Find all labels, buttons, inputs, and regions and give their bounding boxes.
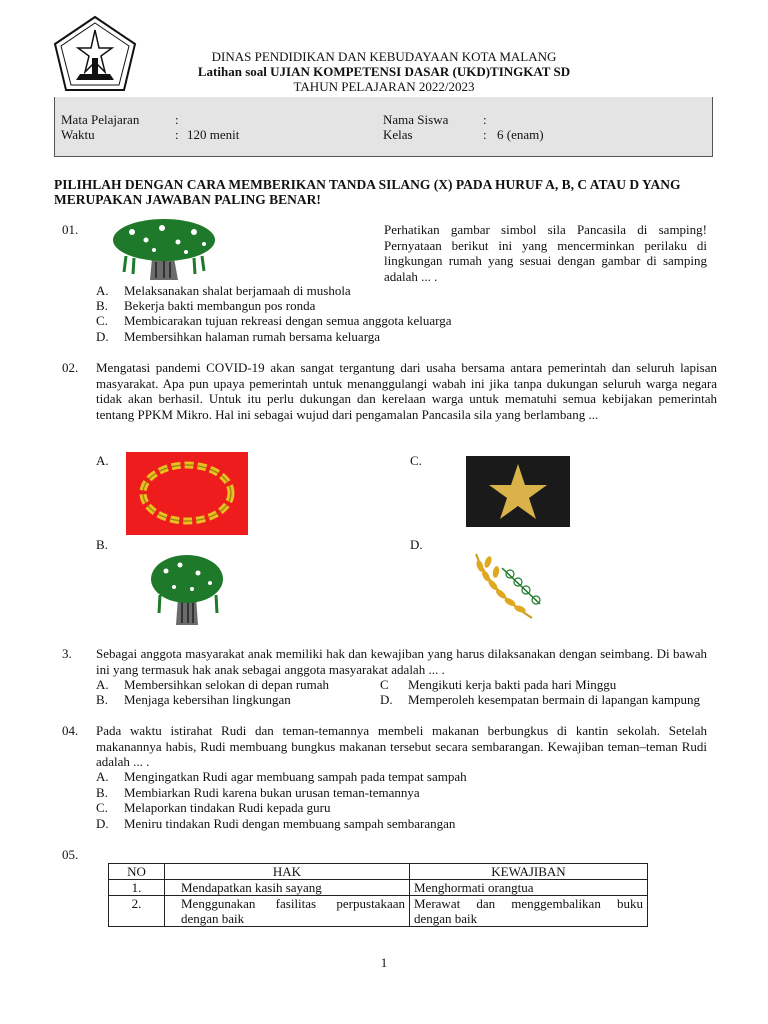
star-symbol-icon xyxy=(466,456,570,527)
subject-colon: : xyxy=(175,112,179,127)
class-label: Kelas xyxy=(383,127,413,142)
banyan-tree-icon xyxy=(112,218,216,284)
option-text: Mengikuti kerja bakti pada hari Minggu xyxy=(408,677,617,692)
instruction-text: PILIHLAH DENGAN CARA MEMBERIKAN TANDA SILANG (X) PADA HURUF A, B, C ATAU D YANG MERUPAKAN JAWABAN PALING BENAR! xyxy=(54,177,681,207)
option-text: Membersihkan selokan di depan rumah xyxy=(124,677,330,692)
option-letter: A. xyxy=(96,769,109,784)
option-letter: B. xyxy=(96,692,108,707)
option-letter: B. xyxy=(96,785,108,800)
time-colon: : xyxy=(175,127,179,142)
q5-number: 05. xyxy=(62,847,79,862)
header-line-2: Latihan soal UJIAN KOMPETENSI DASAR (UKD)TINGKAT SD xyxy=(197,64,571,79)
option-text: Memperoleh kesempatan bermain di lapangan kampung xyxy=(408,692,701,707)
q3-option-b[interactable] xyxy=(96,692,291,708)
option-letter: C xyxy=(380,677,389,692)
option-text: Melaporkan tindakan Rudi kepada guru xyxy=(124,800,331,815)
option-text: Bekerja bakti membangun pos ronda xyxy=(124,298,316,313)
q3-number: 3. xyxy=(62,646,72,661)
q1-option-d[interactable] xyxy=(96,329,380,345)
table-cell-no: 1. xyxy=(109,880,165,896)
option-letter: D. xyxy=(96,329,109,344)
q2-number: 02. xyxy=(62,360,79,375)
option-text: Membiarkan Rudi karena bukan urusan teman-temannya xyxy=(124,785,420,800)
q4-option-d[interactable] xyxy=(96,816,455,832)
q1-text: Perhatikan gambar simbol sila Pancasila di samping! Pernyataan berikut ini yang mencerminkan perilaku di lingkungan rumah yang sesuai dengan gambar di samping adalah ... . xyxy=(384,222,707,284)
option-text: Menjaga kebersihan lingkungan xyxy=(124,692,291,707)
time-value: 120 menit xyxy=(187,127,240,142)
table-cell-no: 2. xyxy=(109,896,165,927)
time-label: Waktu xyxy=(61,127,95,142)
q4-option-a[interactable] xyxy=(96,769,467,785)
option-letter: A. xyxy=(96,283,109,298)
option-text: Melaksanakan shalat berjamaah di mushola xyxy=(124,283,351,298)
option-letter: D. xyxy=(380,692,393,707)
option-letter: D. xyxy=(96,816,109,831)
table-header-kewajiban: KEWAJIBAN xyxy=(410,864,648,880)
table-header-hak: HAK xyxy=(165,864,410,880)
q3-option-d[interactable] xyxy=(380,692,706,708)
option-text: Membicarakan tujuan rekreasi dengan semua anggota keluarga xyxy=(124,313,452,328)
header-line-3: TAHUN PELAJARAN 2022/2023 xyxy=(293,79,475,94)
q1-option-b[interactable] xyxy=(96,298,315,314)
q4-option-c[interactable] xyxy=(96,800,331,816)
table-row xyxy=(109,896,648,927)
q1-option-a[interactable] xyxy=(96,283,351,299)
subject-value[interactable] xyxy=(187,112,367,127)
q2-option-d[interactable]: D. xyxy=(410,537,423,552)
banyan-tree-icon xyxy=(150,553,225,629)
q4-number: 04. xyxy=(62,723,79,738)
q3-text: Sebagai anggota masyarakat anak memiliki hak dan kewajiban yang harus dilaksanakan dengan seimbang. Di bawah ini yang termasuk hak anak sebagai anggota masyarakat adalah ... . xyxy=(96,646,707,677)
q1-option-c[interactable] xyxy=(96,313,452,329)
class-value: 6 (enam) xyxy=(497,127,544,142)
student-name-label: Nama Siswa xyxy=(383,112,449,127)
q2-option-a[interactable]: A. xyxy=(96,453,109,468)
option-text: Meniru tindakan Rudi dengan membuang sampah sembarangan xyxy=(124,816,456,831)
student-name-colon: : xyxy=(483,112,487,127)
table-header-row xyxy=(109,864,648,880)
q3-option-c[interactable] xyxy=(380,677,616,693)
q3-option-a[interactable] xyxy=(96,677,329,693)
subject-label: Mata Pelajaran xyxy=(61,112,140,127)
header-line-1: DINAS PENDIDIKAN DAN KEBUDAYAAN KOTA MALANG xyxy=(211,49,557,64)
table-cell-kewajiban: Merawat dan menggembalikan buku dengan baik xyxy=(410,896,648,927)
table-header-no: NO xyxy=(109,864,165,880)
q4-text: Pada waktu istirahat Rudi dan teman-temannya membeli makanan berbungkus di kantin sekolah. Setelah makanannya habis, Rudi membuang bungkus makanan tersebut secara sembarangan. Kewajiban teman–teman Rudi adalah ... . xyxy=(96,723,707,769)
q2-option-c[interactable]: C. xyxy=(410,453,422,468)
option-letter: A. xyxy=(96,677,109,692)
q1-number: 01. xyxy=(62,222,79,237)
rice-cotton-icon xyxy=(470,552,548,622)
option-text: Membersihkan halaman rumah bersama keluarga xyxy=(124,329,381,344)
table-cell-hak: Menggunakan fasilitas perpustakaan dengan baik xyxy=(165,896,410,927)
rights-duties-table xyxy=(108,863,648,927)
chain-symbol-icon xyxy=(126,452,248,535)
q2-text: Mengatasi pandemi COVID-19 akan sangat tergantung dari usaha bersama antara pemerintah dan seluruh lapisan masyarakat. Apa pun upaya pemerintah untuk menanggulangi wabah ini jika tanpa dukungan seluruh warga negara tidak akan berhasil. Untuk itu perlu dukungan dan kerelaan warga untuk mematuhi semua kebijakan pemerintah tentang PPKM Mikro. Hal ini sebagai wujud dari pengamalan Pancasila sila yang berlambang ... xyxy=(96,360,717,422)
table-row xyxy=(109,880,648,896)
option-letter: B. xyxy=(96,298,108,313)
q4-option-b[interactable] xyxy=(96,785,420,801)
option-letter: C. xyxy=(96,313,108,328)
q2-option-b[interactable]: B. xyxy=(96,537,108,552)
page-number: 1 xyxy=(380,955,388,970)
option-letter: C. xyxy=(96,800,108,815)
option-text: Mengingatkan Rudi agar membuang sampah pada tempat sampah xyxy=(124,769,467,784)
class-colon: : xyxy=(483,127,487,142)
table-cell-hak: Mendapatkan kasih sayang xyxy=(165,880,410,896)
student-name-value[interactable] xyxy=(497,112,697,127)
table-cell-kewajiban: Menghormati orangtua xyxy=(410,880,648,896)
